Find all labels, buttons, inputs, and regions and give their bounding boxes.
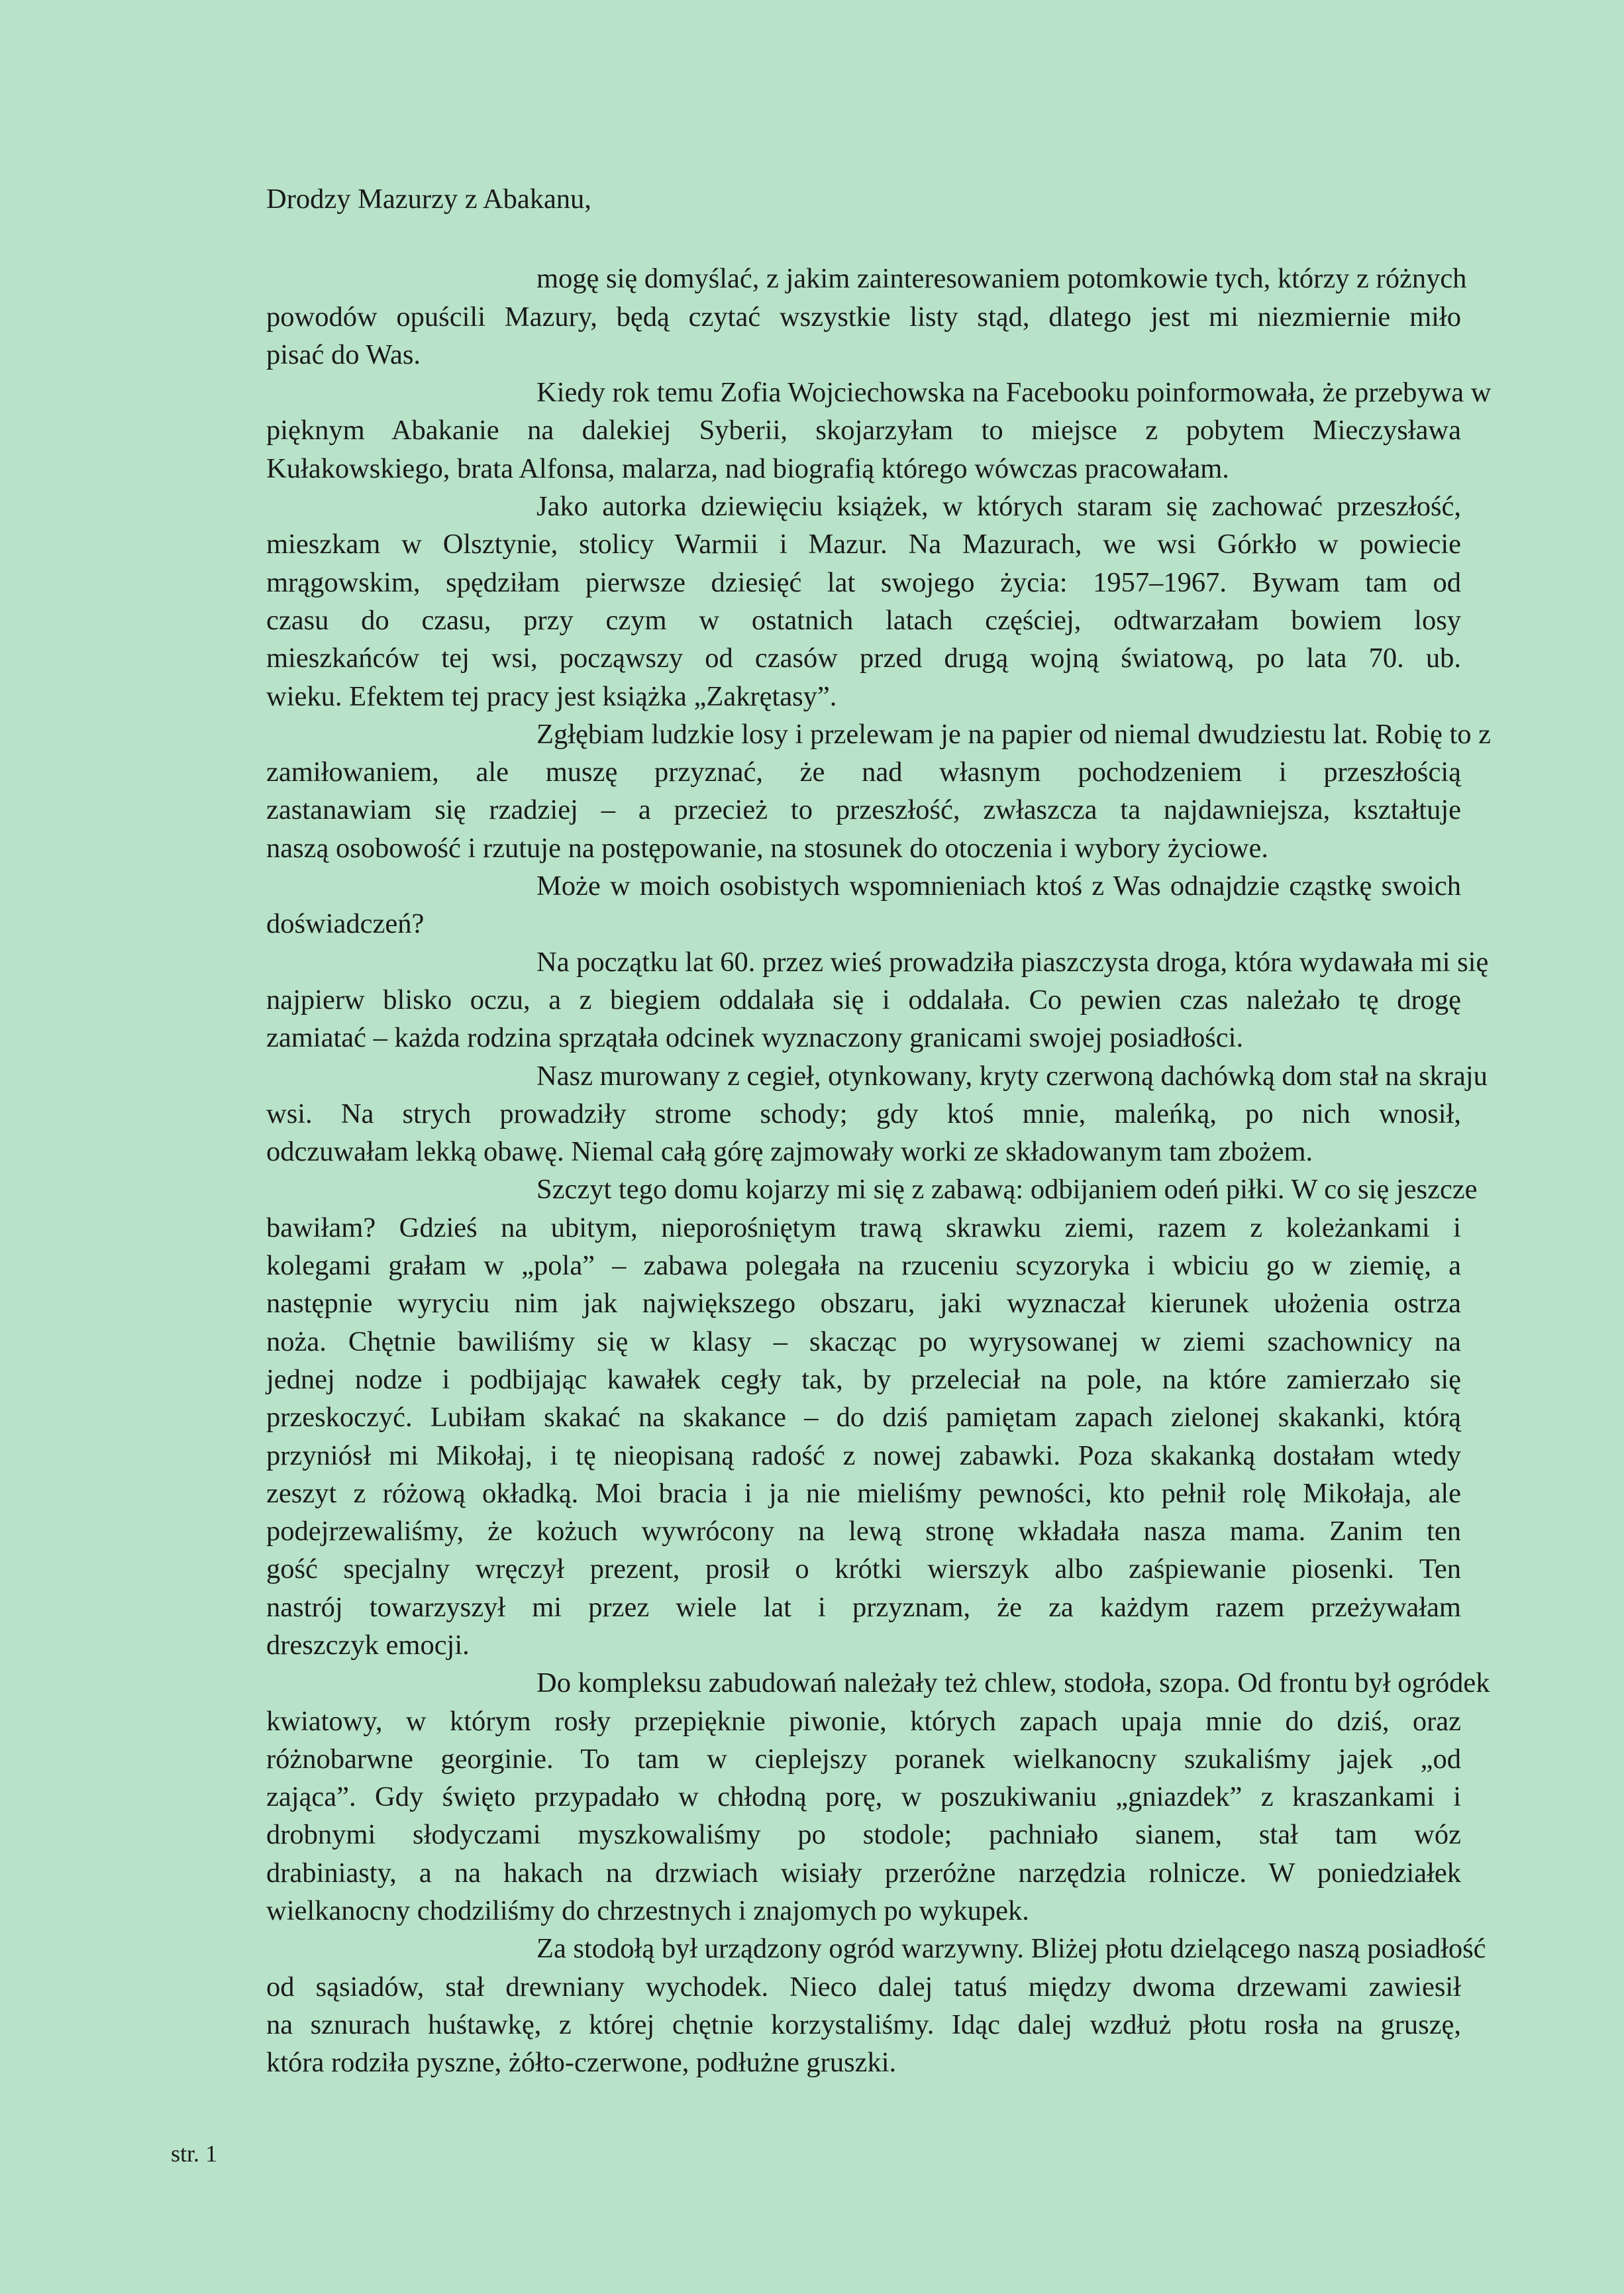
- paragraph: [266, 1930, 1486, 2081]
- paragraph: [266, 374, 1492, 488]
- text-line: odczuwałam lekką obawę. Niemal całą górę zajmowały worki ze składowanym tam zbożem.: [266, 1136, 1313, 1168]
- paragraph: [266, 260, 1467, 374]
- text-line: zeszyt z różową okładką. Moi bracia i ja nie mieliśmy pewności, kto pełnił rolę Mikołaja, ale: [266, 1477, 1461, 1509]
- paragraph: [266, 715, 1492, 867]
- text-line: następnie wyryciu nim jak największego obszaru, jaki wyznaczał kierunek ułożenia ostrza: [266, 1288, 1461, 1320]
- text-line: pięknym Abakanie na dalekiej Syberii, skojarzyłam to miejsce z pobytem Mieczysława: [266, 415, 1461, 446]
- text-line: podejrzewaliśmy, że kożuch wywrócony na lewą stronę wkładała nasza mama. Zanim ten: [266, 1516, 1461, 1547]
- text-line: Zgłębiam ludzkie losy i przelewam je na papier od niemal dwudziestu lat. Robię to z: [536, 718, 1492, 750]
- text-line: od sąsiadów, stał drewniany wychodek. Nieco dalej tatuś między dwoma drzewami zawiesił: [266, 1971, 1461, 2003]
- text-line: Za stodołą był urządzony ogród warzywny. Bliżej płotu dzielącego naszą posiadłość: [536, 1933, 1486, 1965]
- text-line: powodów opuścili Mazury, będą czytać wszystkie listy stąd, dlatego jest mi niezmiernie miło: [266, 301, 1461, 333]
- text-line: najpierw blisko oczu, a z biegiem oddalała się i oddalała. Co pewien czas należało tę drogę: [266, 984, 1461, 1016]
- text-line: naszą osobowość i rzutuje na postępowanie, na stosunek do otoczenia i wybory życiowe.: [266, 832, 1269, 864]
- text-line: różnobarwne georginie. To tam w cieplejszy poranek wielkanocny szukaliśmy jajek „od: [266, 1743, 1461, 1775]
- text-line: na sznurach huśtawkę, z której chętnie korzystaliśmy. Idąc dalej wzdłuż płotu rosła na gruszę,: [266, 2008, 1461, 2040]
- text-line: mieszkam w Olsztynie, stolicy Warmii i Mazur. Na Mazurach, we wsi Górkło w powiecie: [266, 529, 1461, 560]
- text-line: mieszkańców tej wsi, począwszy od czasów przed drugą wojną światową, po lata 70. ub.: [266, 643, 1461, 674]
- text-line: Do kompleksu zabudowań należały też chlew, stodoła, szopa. Od frontu był ogródek: [536, 1667, 1490, 1699]
- paragraph: [266, 867, 1461, 943]
- text-line: czasu do czasu, przy czym w ostatnich latach częściej, odtwarzałam bowiem losy: [266, 604, 1461, 636]
- text-line: kolegami grałam w „pola” – zabawa polegała na rzuceniu scyzoryka i wbiciu go w ziemię, a: [266, 1250, 1461, 1282]
- text-line: Kiedy rok temu Zofia Wojciechowska na Facebooku poinformowała, że przebywa w: [536, 377, 1492, 409]
- text-line: nastrój towarzyszył mi przez wiele lat i przyznam, że za każdym razem przeżywałam: [266, 1591, 1461, 1623]
- text-line: Nasz murowany z cegieł, otynkowany, kryty czerwoną dachówką dom stał na skraju: [536, 1060, 1488, 1092]
- salutation: Drodzy Mazurzy z Abakanu,: [266, 183, 591, 215]
- page-number: str. 1: [171, 2140, 218, 2167]
- text-line: drabiniasty, a na hakach na drzwiach wisiały przeróżne narzędzia rolnicze. W poniedziałek: [266, 1857, 1461, 1889]
- text-line: Kułakowskiego, brata Alfonsa, malarza, nad biografią którego wówczas pracowałam.: [266, 452, 1229, 484]
- paragraph: [266, 488, 1461, 715]
- paragraph: [266, 1664, 1490, 1930]
- text-line: mogę się domyślać, z jakim zainteresowaniem potomkowie tych, którzy z różnych: [536, 263, 1467, 295]
- text-line: drobnymi słodyczami myszkowaliśmy po stodole; pachniało sianem, stał tam wóz: [266, 1819, 1461, 1851]
- text-line: pisać do Was.: [266, 339, 421, 370]
- letter-body: [266, 180, 1492, 2082]
- text-line: bawiłam? Gdzieś na ubitym, nieporośniętym trawą skrawku ziemi, razem z koleżankami i: [266, 1212, 1461, 1243]
- text-line: która rodziła pyszne, żółto-czerwone, podłużne gruszki.: [266, 2047, 897, 2079]
- text-line: noża. Chętnie bawiliśmy się w klasy – skacząc po wyrysowanej w ziemi szachownicy na: [266, 1326, 1461, 1357]
- text-line: wieku. Efektem tej pracy jest książka „Zakrętasy”.: [266, 680, 837, 712]
- text-line: Jako autorka dziewięciu książek, w których staram się zachować przeszłość,: [536, 491, 1461, 523]
- text-line: gość specjalny wręczył prezent, prosił o krótki wierszyk albo zaśpiewanie piosenki. Ten: [266, 1553, 1461, 1585]
- text-line: mrągowskim, spędziłam pierwsze dziesięć lat swojego życia: 1957–1967. Bywam tam od: [266, 566, 1461, 598]
- paragraph: [266, 943, 1489, 1057]
- text-line: zamiatać – każda rodzina sprzątała odcinek wyznaczony granicami swojej posiadłości.: [266, 1022, 1244, 1054]
- letter-paragraphs: [266, 260, 1492, 2081]
- text-line: zająca”. Gdy święto przypadało w chłodną porę, w poszukiwaniu „gniazdek” z kraszankami i: [266, 1781, 1461, 1813]
- text-line: doświadczeń?: [266, 908, 425, 940]
- text-line: zastanawiam się rzadziej – a przecież to przeszłość, zwłaszcza ta najdawniejsza, kształtuje: [266, 794, 1461, 826]
- paragraph: [266, 1057, 1488, 1171]
- text-line: Szczyt tego domu kojarzy mi się z zabawą: odbijaniem odeń piłki. W co się jeszcze: [536, 1174, 1478, 1206]
- text-line: przeskoczyć. Lubiłam skakać na skakance – do dziś pamiętam zapach zielonej skakanki, którą: [266, 1402, 1461, 1434]
- text-line: kwiatowy, w którym rosły przepięknie piwonie, których zapach upaja mnie do dziś, oraz: [266, 1705, 1461, 1737]
- text-line: Na początku lat 60. przez wieś prowadziła piaszczysta droga, która wydawała mi się: [536, 946, 1489, 978]
- text-line: wielkanocny chodziliśmy do chrzestnych i znajomych po wykupek.: [266, 1895, 1029, 1927]
- text-line: dreszczyk emocji.: [266, 1629, 470, 1661]
- text-line: jednej nodze i podbijając kawałek cegły tak, by przeleciał na pole, na które zamierzało się: [266, 1363, 1461, 1395]
- text-line: Może w moich osobistych wspomnieniach ktoś z Was odnajdzie cząstkę swoich: [536, 870, 1461, 902]
- text-line: zamiłowaniem, ale muszę przyznać, że nad własnym pochodzeniem i przeszłością: [266, 756, 1461, 788]
- text-line: przyniósł mi Mikołaj, i tę nieopisaną radość z nowej zabawki. Poza skakanką dostałam wtedy: [266, 1439, 1461, 1471]
- text-line: wsi. Na strych prowadziły strome schody; gdy ktoś mnie, maleńką, po nich wnosił,: [266, 1098, 1461, 1129]
- paragraph: [266, 1171, 1478, 1664]
